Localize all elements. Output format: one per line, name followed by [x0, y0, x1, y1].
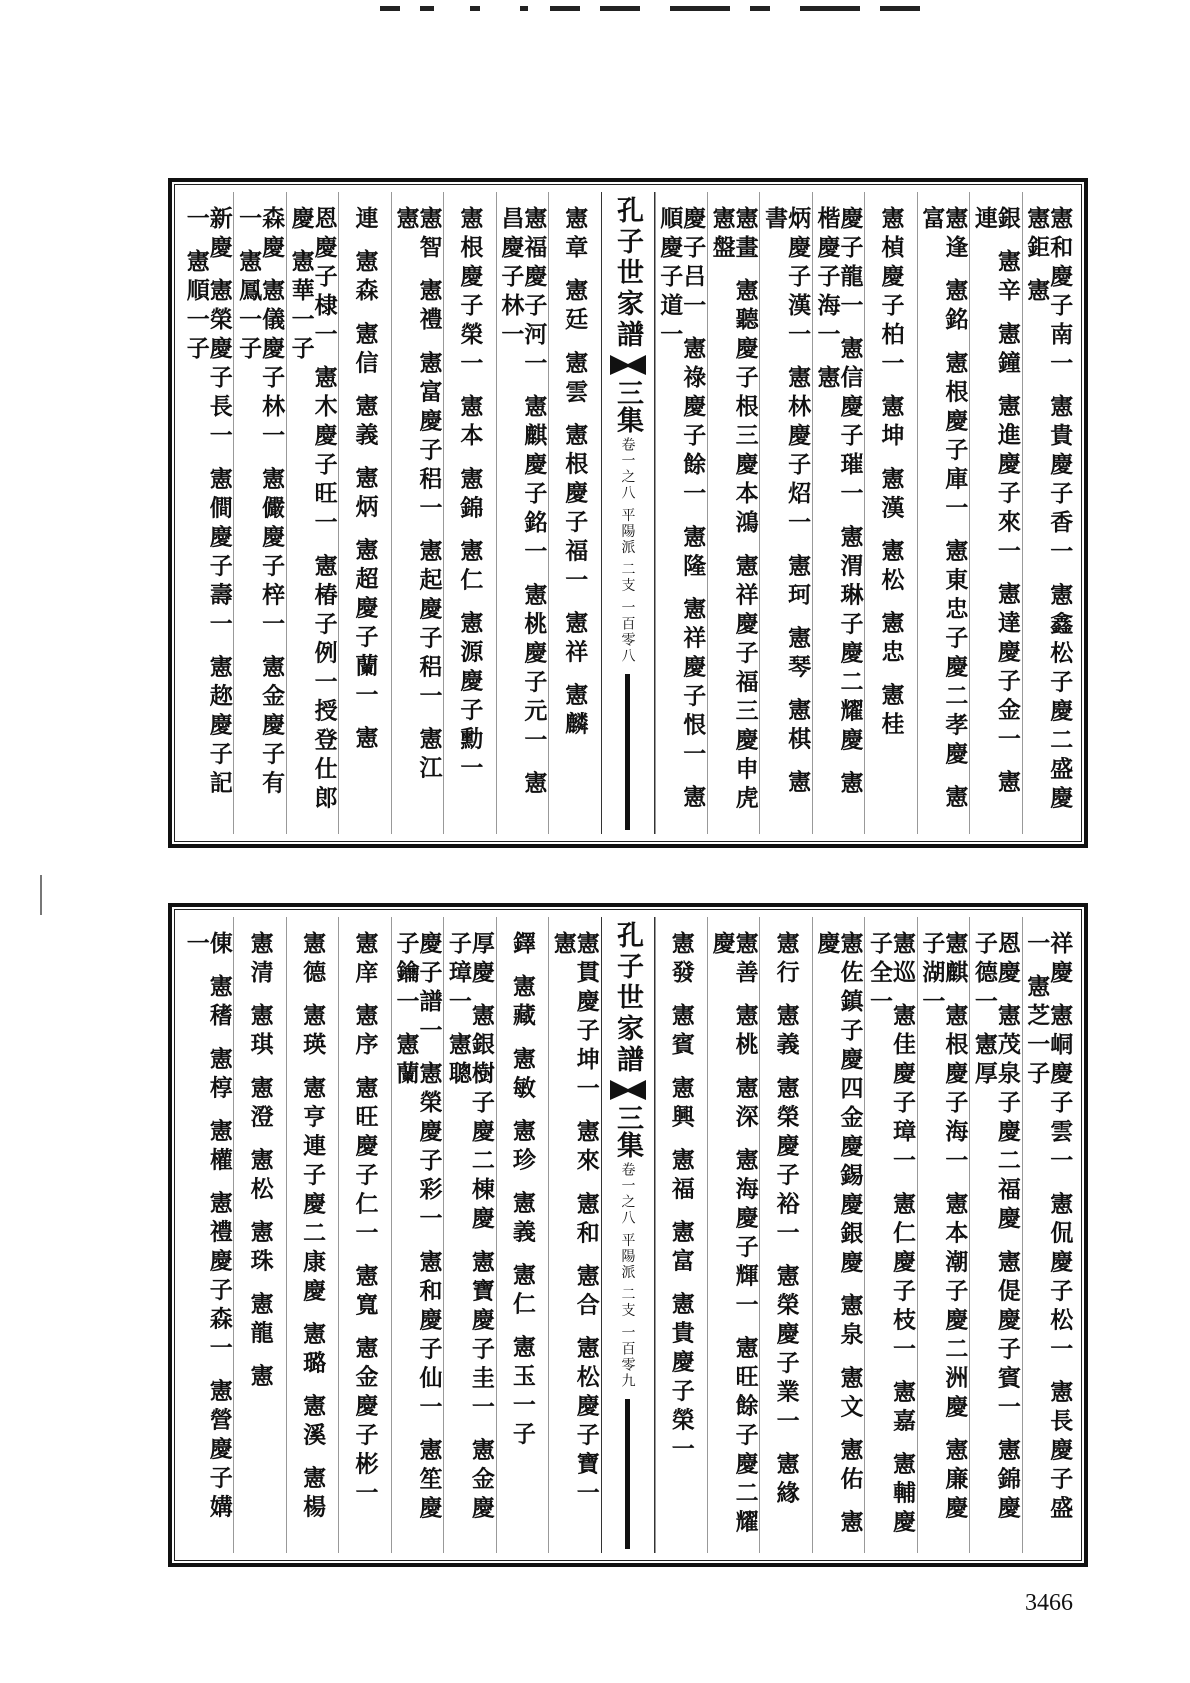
- text-column: [759, 917, 811, 1553]
- column-text: 憲清 憲琪 憲澄 憲松 憲珠 憲龍 憲: [246, 931, 274, 1393]
- text-column: [655, 917, 707, 1553]
- column-grid: [182, 917, 1074, 1553]
- column-text: 森慶 憲儀慶子林一 憲儼慶子梓一 憲金慶子有一 憲鳳一子: [235, 206, 286, 800]
- text-column: [496, 192, 548, 834]
- genealogy-panel-bottom: [168, 903, 1088, 1567]
- text-column: [812, 917, 864, 1553]
- text-column: [917, 192, 969, 834]
- text-column: [496, 917, 548, 1553]
- book-title: 孔子世家譜: [612, 921, 643, 1076]
- column-text: 祥慶 憲峒慶子雲一 憲侃慶子松一 憲長慶子盛一 憲芝一子: [1023, 931, 1074, 1525]
- text-column: [655, 192, 707, 834]
- text-column: [969, 192, 1021, 834]
- column-text: 憲行 憲義 憲榮慶子裕一 憲榮慶子業一 憲緣: [772, 931, 800, 1510]
- text-column: [182, 917, 233, 1553]
- column-text: 慶子吕一 憲祿慶子餘一 憲隆 憲祥慶子恨一 憲順慶子道一: [656, 206, 707, 814]
- column-text: 憲佐鎮子慶四金慶錫慶銀慶 憲泉 憲文 憲佑 憲慶: [813, 931, 864, 1539]
- text-column: [864, 192, 916, 834]
- column-text: 憲貫慶子坤一 憲來 憲和 憲合 憲松慶子寶一 憲: [549, 931, 600, 1510]
- column-text: 炳慶子漢一 憲林慶子炤一 憲珂 憲琴 憲棋 憲書: [761, 206, 812, 799]
- text-column: [391, 192, 443, 834]
- text-column: [707, 192, 759, 834]
- column-text: 憲麒 憲根慶子海一 憲本潮子慶二洲慶 憲廉慶子湖一: [918, 931, 969, 1525]
- text-column: [864, 917, 916, 1553]
- column-text: 恩慶子棣一 憲木慶子旺一 憲椿子例一授登仕郎慶 憲華一子: [287, 206, 338, 815]
- volume-info: 卷一之八 平陽派 二支 一百零九: [619, 1162, 636, 1390]
- book-title: 孔子世家譜: [612, 196, 643, 351]
- column-text: 憲發 憲賓 憲興 憲福 憲富 憲貴慶子榮一: [667, 931, 695, 1466]
- fishtail-mark-icon: [610, 355, 646, 375]
- fishtail-mark-icon: [610, 1080, 646, 1100]
- text-column: [707, 917, 759, 1553]
- text-column: [443, 917, 495, 1553]
- column-grid: [182, 192, 1074, 834]
- text-column: [917, 917, 969, 1553]
- text-column: [233, 192, 285, 834]
- section-title: 三集: [612, 1104, 643, 1158]
- text-column: [391, 917, 443, 1553]
- column-text: 憲逢 憲銘 憲根慶子庫一 憲東忠子慶二孝慶 憲富: [918, 206, 969, 814]
- column-text: 厚慶 憲銀樹子慶二棟慶 憲寶慶子圭一 憲金慶子璋一 憲聰: [444, 931, 495, 1525]
- column-text: 憲畫 憲聽慶子根三慶本鴻 憲祥慶子福三慶申虎 憲盤: [708, 206, 759, 815]
- column-text: 倲 憲䅲 憲椁 憲權 憲禮慶子森一 憲營慶子媾一: [182, 931, 233, 1524]
- text-column: [1022, 192, 1074, 834]
- text-column: [1022, 917, 1074, 1553]
- column-text: 恩慶 憲茂泉子慶二福慶 憲偍慶子賓一 憲錦慶子德一 憲厚: [970, 931, 1021, 1525]
- column-text: 憲庠 憲序 憲旺慶子仁一 憲寬 憲金慶子彬一: [351, 931, 379, 1510]
- spine-rule: [625, 1399, 630, 1549]
- column-text: 新慶 憲榮慶子長一 憲僴慶子壽一 憲趂慶子記一 憲順一子: [182, 206, 233, 800]
- text-column: [812, 192, 864, 834]
- text-column: [443, 192, 495, 834]
- page-number: 3466: [1025, 1590, 1073, 1616]
- text-column: [969, 917, 1021, 1553]
- spine-rule: [625, 674, 630, 830]
- column-text: 憲楨慶子柏一 憲坤 憲漢 憲松 憲忠 憲桂: [877, 206, 905, 741]
- section-title: 三集: [612, 379, 643, 433]
- text-column: [233, 917, 285, 1553]
- text-column: [182, 192, 233, 834]
- scan-margin-mark: [40, 875, 42, 915]
- column-text: 憲德 憲瑛 憲亨連子慶二康慶 憲璐 憲溪 憲楊: [299, 931, 327, 1524]
- column-text: 銀 憲辛 憲鐘 憲進慶子來一 憲達慶子金一 憲連: [970, 206, 1021, 799]
- book-spine: [601, 917, 655, 1553]
- column-text: 憲善 憲桃 憲深 憲海慶子輝一 憲旺餘子慶二耀慶: [708, 931, 759, 1539]
- column-text: 慶子龍一 憲信慶子璀一 憲渭琳子慶二耀慶 憲楷慶子海一 憲: [813, 206, 864, 800]
- column-text: 憲福慶子河一 憲麒慶子銘一 憲桃慶子元一 憲昌慶子林一: [497, 206, 548, 800]
- scan-edge-marks: [380, 0, 940, 20]
- column-text: 憲智 憲禮 憲富慶子稆一 憲起慶子稆一 憲江 憲: [392, 206, 443, 785]
- genealogy-panel-top: [168, 178, 1088, 848]
- column-text: 憲巡 憲佳慶子璋一 憲仁慶子枝一 憲嘉 憲輔慶子全一: [865, 931, 916, 1539]
- column-text: 憲根慶子榮一 憲本 憲錦 憲仁 憲源慶子勳一: [456, 206, 484, 785]
- book-spine: [601, 192, 655, 834]
- text-column: [286, 917, 338, 1553]
- column-text: 憲和慶子南一 憲貴慶子香一 憲鑫松子慶二盛慶 憲鉅 憲: [1023, 206, 1074, 815]
- column-text: 鐸 憲藏 憲敏 憲珍 憲義 憲仁 憲玉一子: [508, 931, 536, 1451]
- column-text: 連 憲森 憲信 憲義 憲炳 憲超慶子蘭一 憲: [351, 206, 379, 755]
- text-column: [286, 192, 338, 834]
- text-column: [548, 917, 600, 1553]
- text-column: [338, 917, 390, 1553]
- column-text: 憲章 憲廷 憲雲 憲根慶子福一 憲祥 憲麟: [561, 206, 589, 741]
- column-text: 慶子譜一 憲榮慶子彩一 憲和慶子仙一 憲笙慶子鑰一 憲蘭: [392, 931, 443, 1525]
- text-column: [548, 192, 600, 834]
- volume-info: 卷一之八 平陽派 二支 一百零八: [619, 437, 636, 665]
- text-column: [759, 192, 811, 834]
- text-column: [338, 192, 390, 834]
